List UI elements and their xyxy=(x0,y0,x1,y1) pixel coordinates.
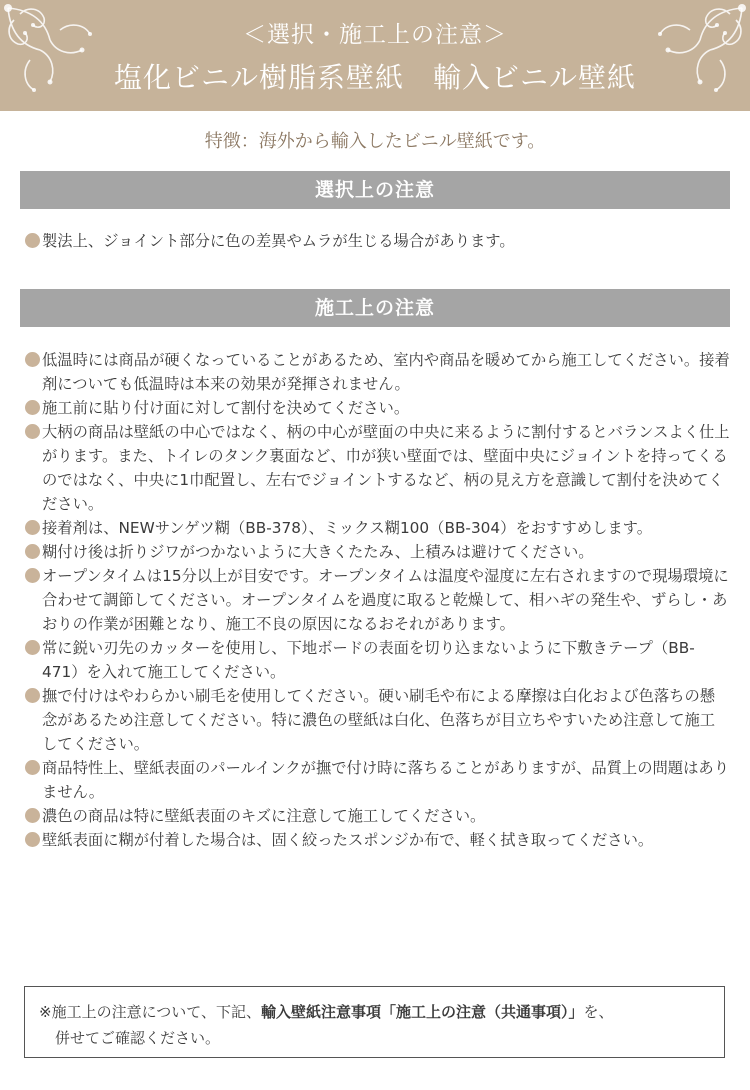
list-item-text: 濃色の商品は特に壁紙表面のキズに注意して施工してください。 xyxy=(42,807,486,825)
list-item-text: 低温時には商品が硬くなっていることがあるため、室内や商品を暖めてから施工してください。接着剤についても低温時は本来の効果が発揮されません。 xyxy=(42,351,730,393)
note-bold-reference: 輸入壁紙注意事項「施工上の注意（共通事項）」 xyxy=(260,1003,584,1021)
list-item-text: 壁紙表面に糊が付着した場合は、固く絞ったスポンジか布で、軽く拭き取ってください。 xyxy=(42,831,654,849)
circle-bullet-icon xyxy=(25,520,40,535)
list-item xyxy=(25,828,730,852)
list-item-text: 施工前に貼り付け面に対して割付を決めてください。 xyxy=(42,399,410,417)
construction-heading: 施工上の注意 xyxy=(20,289,730,327)
list-item-text: 製法上、ジョイント部分に色の差異やムラが生じる場合があります。 xyxy=(42,232,515,250)
list-item xyxy=(25,756,730,804)
circle-bullet-icon xyxy=(25,568,40,583)
circle-bullet-icon xyxy=(25,424,40,439)
note-box xyxy=(24,986,725,1058)
list-item xyxy=(25,348,730,396)
feature-text: 特徴：海外から輸入したビニル壁紙です。 xyxy=(204,131,546,152)
note-line2: 併せてご確認ください。 xyxy=(55,1029,221,1047)
circle-bullet-icon xyxy=(25,352,40,367)
list-item xyxy=(25,804,730,828)
circle-bullet-icon xyxy=(25,233,40,248)
circle-bullet-icon xyxy=(25,760,40,775)
list-item-text: 大柄の商品は壁紙の中心ではなく、柄の中心が壁面の中央に来るように割付するとバランスよく仕上がります。また、トイレのタンク裏面など、巾が狭い壁面では、壁面中央にジョイントを持ってくるのではなく、中央に1巾配置し、左右でジョイントするなど、柄の見え方を意識して割付を決めてください。 xyxy=(42,423,730,513)
selection-heading: 選択上の注意 xyxy=(20,171,730,209)
header-banner xyxy=(0,0,750,111)
circle-bullet-icon xyxy=(25,400,40,415)
note-prefix: ※施工上の注意について、下記、 xyxy=(39,1003,261,1021)
list-item xyxy=(25,229,730,253)
list-item-text: 商品特性上、壁紙表面のパールインクが撫で付け時に落ちることがありますが、品質上の問題はありません。 xyxy=(42,759,729,801)
list-item xyxy=(25,564,730,636)
construction-list xyxy=(25,348,730,852)
list-item xyxy=(25,420,730,516)
header-title-line1: ＜選択・施工上の注意＞ xyxy=(243,22,507,48)
circle-bullet-icon xyxy=(25,832,40,847)
header-title-line2: 塩化ビニル樹脂系壁紙 輸入ビニル壁紙 xyxy=(113,61,636,94)
list-item xyxy=(25,396,730,420)
circle-bullet-icon xyxy=(25,640,40,655)
list-item-text: 撫で付けはやわらかい刷毛を使用してください。硬い刷毛や布による摩擦は白化および色落ちの懸念があるため注意してください。特に濃色の壁紙は白化、色落ちが目立ちやすいため注意して施工してください。 xyxy=(42,687,716,753)
list-item xyxy=(25,684,730,756)
list-item-text: 常に鋭い刃先のカッターを使用し、下地ボードの表面を切り込まないように下敷きテープ（BB-471）を入れて施工してください。 xyxy=(42,639,695,681)
circle-bullet-icon xyxy=(25,544,40,559)
list-item xyxy=(25,540,730,564)
list-item xyxy=(25,636,730,684)
list-item xyxy=(25,516,730,540)
list-item-text: 糊付け後は折りジワがつかないように大きくたたみ、上積みは避けてください。 xyxy=(42,543,594,561)
selection-list xyxy=(25,229,730,253)
note-suffix: を、 xyxy=(583,1003,614,1021)
list-item-text: オープンタイムは15分以上が目安です。オープンタイムは温度や湿度に左右されますので現場環境に合わせて調節してください。オープンタイムを過度に取ると乾燥して、相ハギの発生や、ずらし・あおりの作業が困難となり、施工不良の原因になるおそれがあります。 xyxy=(42,567,729,633)
circle-bullet-icon xyxy=(25,808,40,823)
list-item-text: 接着剤は、NEWサンゲツ糊（BB-378）、ミックス糊100（BB-304）をおすすめします。 xyxy=(42,519,653,537)
circle-bullet-icon xyxy=(25,688,40,703)
